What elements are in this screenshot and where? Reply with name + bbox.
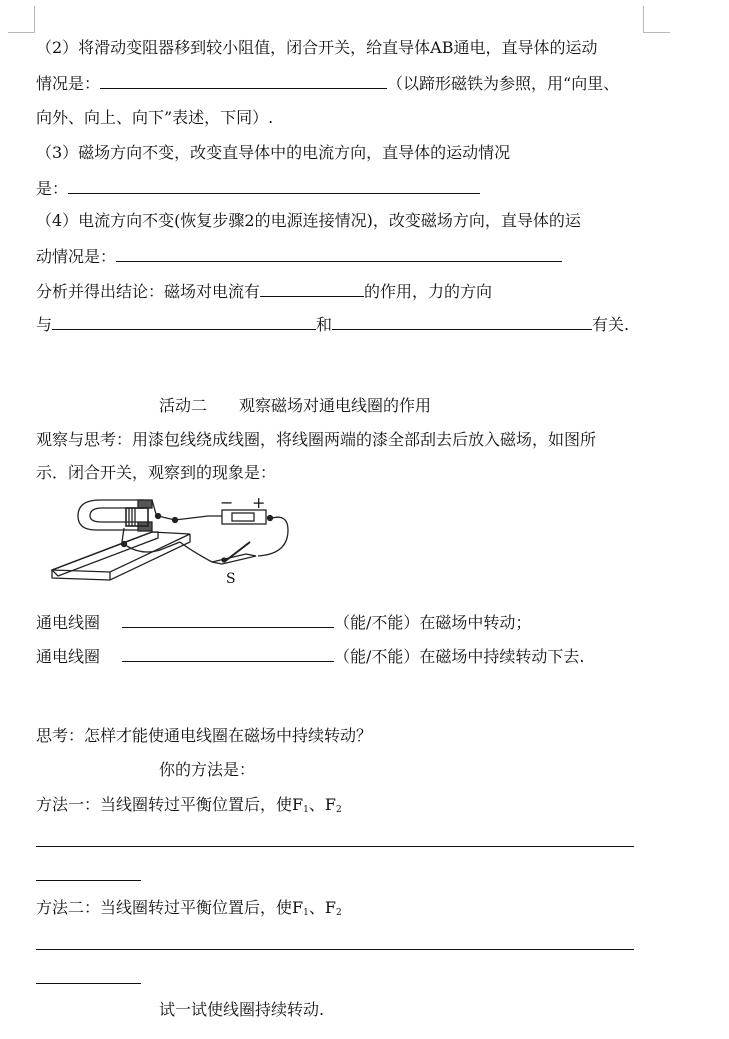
q3-answer-blank[interactable]	[68, 178, 480, 194]
method-two-sub-2: 2	[335, 908, 342, 918]
conclusion-factor1-blank[interactable]	[52, 314, 316, 330]
method-two-sep: 、F	[308, 898, 336, 917]
activity2-heading: 活动二 观察磁场对通电线圈的作用	[159, 396, 432, 415]
method-two-answer-line-2[interactable]	[36, 983, 141, 984]
method-two-line	[36, 898, 342, 923]
horseshoe-magnet-inner	[90, 508, 144, 522]
observation-answer-blank-1[interactable]	[122, 612, 334, 628]
q2-hint: （以蹄形磁铁为参照，用“向里、	[387, 74, 620, 93]
observation-row-2	[36, 646, 585, 667]
battery-plus-sign: +	[252, 493, 266, 512]
battery	[222, 510, 266, 524]
q3-prefix: 是：	[36, 179, 69, 198]
conclusion-text-1: 分析并得出结论：磁场对电流有	[36, 282, 261, 301]
q4-line-1: （4）电流方向不变(恢复步骤2的电源连接情况)，改变磁场方向，直导体的运	[36, 211, 581, 230]
q4-prefix: 动情况是：	[36, 247, 117, 266]
conclusion-text-5: 有关.	[592, 315, 630, 334]
q3-line-2	[36, 178, 480, 199]
method-one-sub-2: 2	[335, 805, 342, 815]
observation-label-2: 通电线圈	[36, 647, 101, 666]
q4-answer-blank[interactable]	[116, 246, 562, 262]
wire-to-battery	[158, 516, 222, 520]
think-question: 思考：怎样才能使通电线圈在磁场中持续转动？	[36, 726, 373, 745]
conclusion-text-4: 和	[316, 315, 333, 334]
observation-label-1: 通电线圈	[36, 613, 101, 632]
crop-mark-top-left	[8, 6, 35, 33]
method-two-text: 方法二：当线圈转过平衡位置后，使F	[36, 898, 304, 917]
observation-suffix-2: （能/不能）在磁场中持续转动下去.	[334, 647, 585, 666]
try-it-text: 试一试使线圈持续转动.	[159, 1000, 325, 1019]
observation-row-1	[36, 612, 531, 633]
conclusion-line-1	[36, 281, 492, 302]
q2-prefix: 情况是：	[36, 74, 101, 93]
q2-line-2	[36, 73, 619, 94]
q2-answer-blank[interactable]	[100, 73, 387, 89]
method-two-answer-line-1[interactable]	[36, 949, 634, 950]
method-one-sub-1: 1	[303, 805, 309, 815]
conclusion-text-2: 的作用，力的方向	[364, 282, 493, 301]
observation-answer-blank-2[interactable]	[122, 646, 334, 662]
base-board-top	[52, 532, 158, 576]
method-one-answer-line-2[interactable]	[36, 880, 141, 881]
coil-apparatus-figure	[40, 490, 302, 590]
your-method-label: 你的方法是：	[159, 760, 256, 779]
crop-mark-top-right	[643, 6, 670, 33]
battery-minus-sign: −	[220, 493, 234, 512]
method-one-sep: 、F	[308, 795, 336, 814]
method-one-text: 方法一：当线圈转过平衡位置后，使F	[36, 795, 304, 814]
activity2-intro-2: 示．闭合开关，观察到的现象是：	[36, 463, 277, 482]
q3-line-1: （3）磁场方向不变，改变直导体中的电流方向，直导体的运动情况	[36, 143, 511, 162]
switch-label: S	[226, 571, 236, 587]
conclusion-line-2	[36, 314, 629, 335]
method-one-answer-line-1[interactable]	[36, 846, 634, 847]
wire-to-switch	[258, 517, 288, 556]
conclusion-factor2-blank[interactable]	[332, 314, 592, 330]
q2-line-3: 向外、向上、向下”表述，下同）.	[36, 108, 274, 127]
q4-line-2	[36, 246, 562, 267]
conclusion-text-3: 与	[36, 315, 53, 334]
observation-suffix-1: （能/不能）在磁场中转动；	[334, 613, 532, 632]
activity2-intro-1: 观察与思考：用漆包线绕成线圈，将线圈两端的漆全部刮去后放入磁场，如图所	[36, 430, 597, 449]
method-two-sub-1: 1	[303, 908, 309, 918]
base-board-edge	[52, 534, 190, 580]
conclusion-force-blank[interactable]	[260, 281, 364, 297]
q2-line-1: （2）将滑动变阻器移到较小阻值，闭合开关，给直导体AB通电，直导体的运动	[36, 38, 598, 57]
method-one-line	[36, 795, 342, 820]
